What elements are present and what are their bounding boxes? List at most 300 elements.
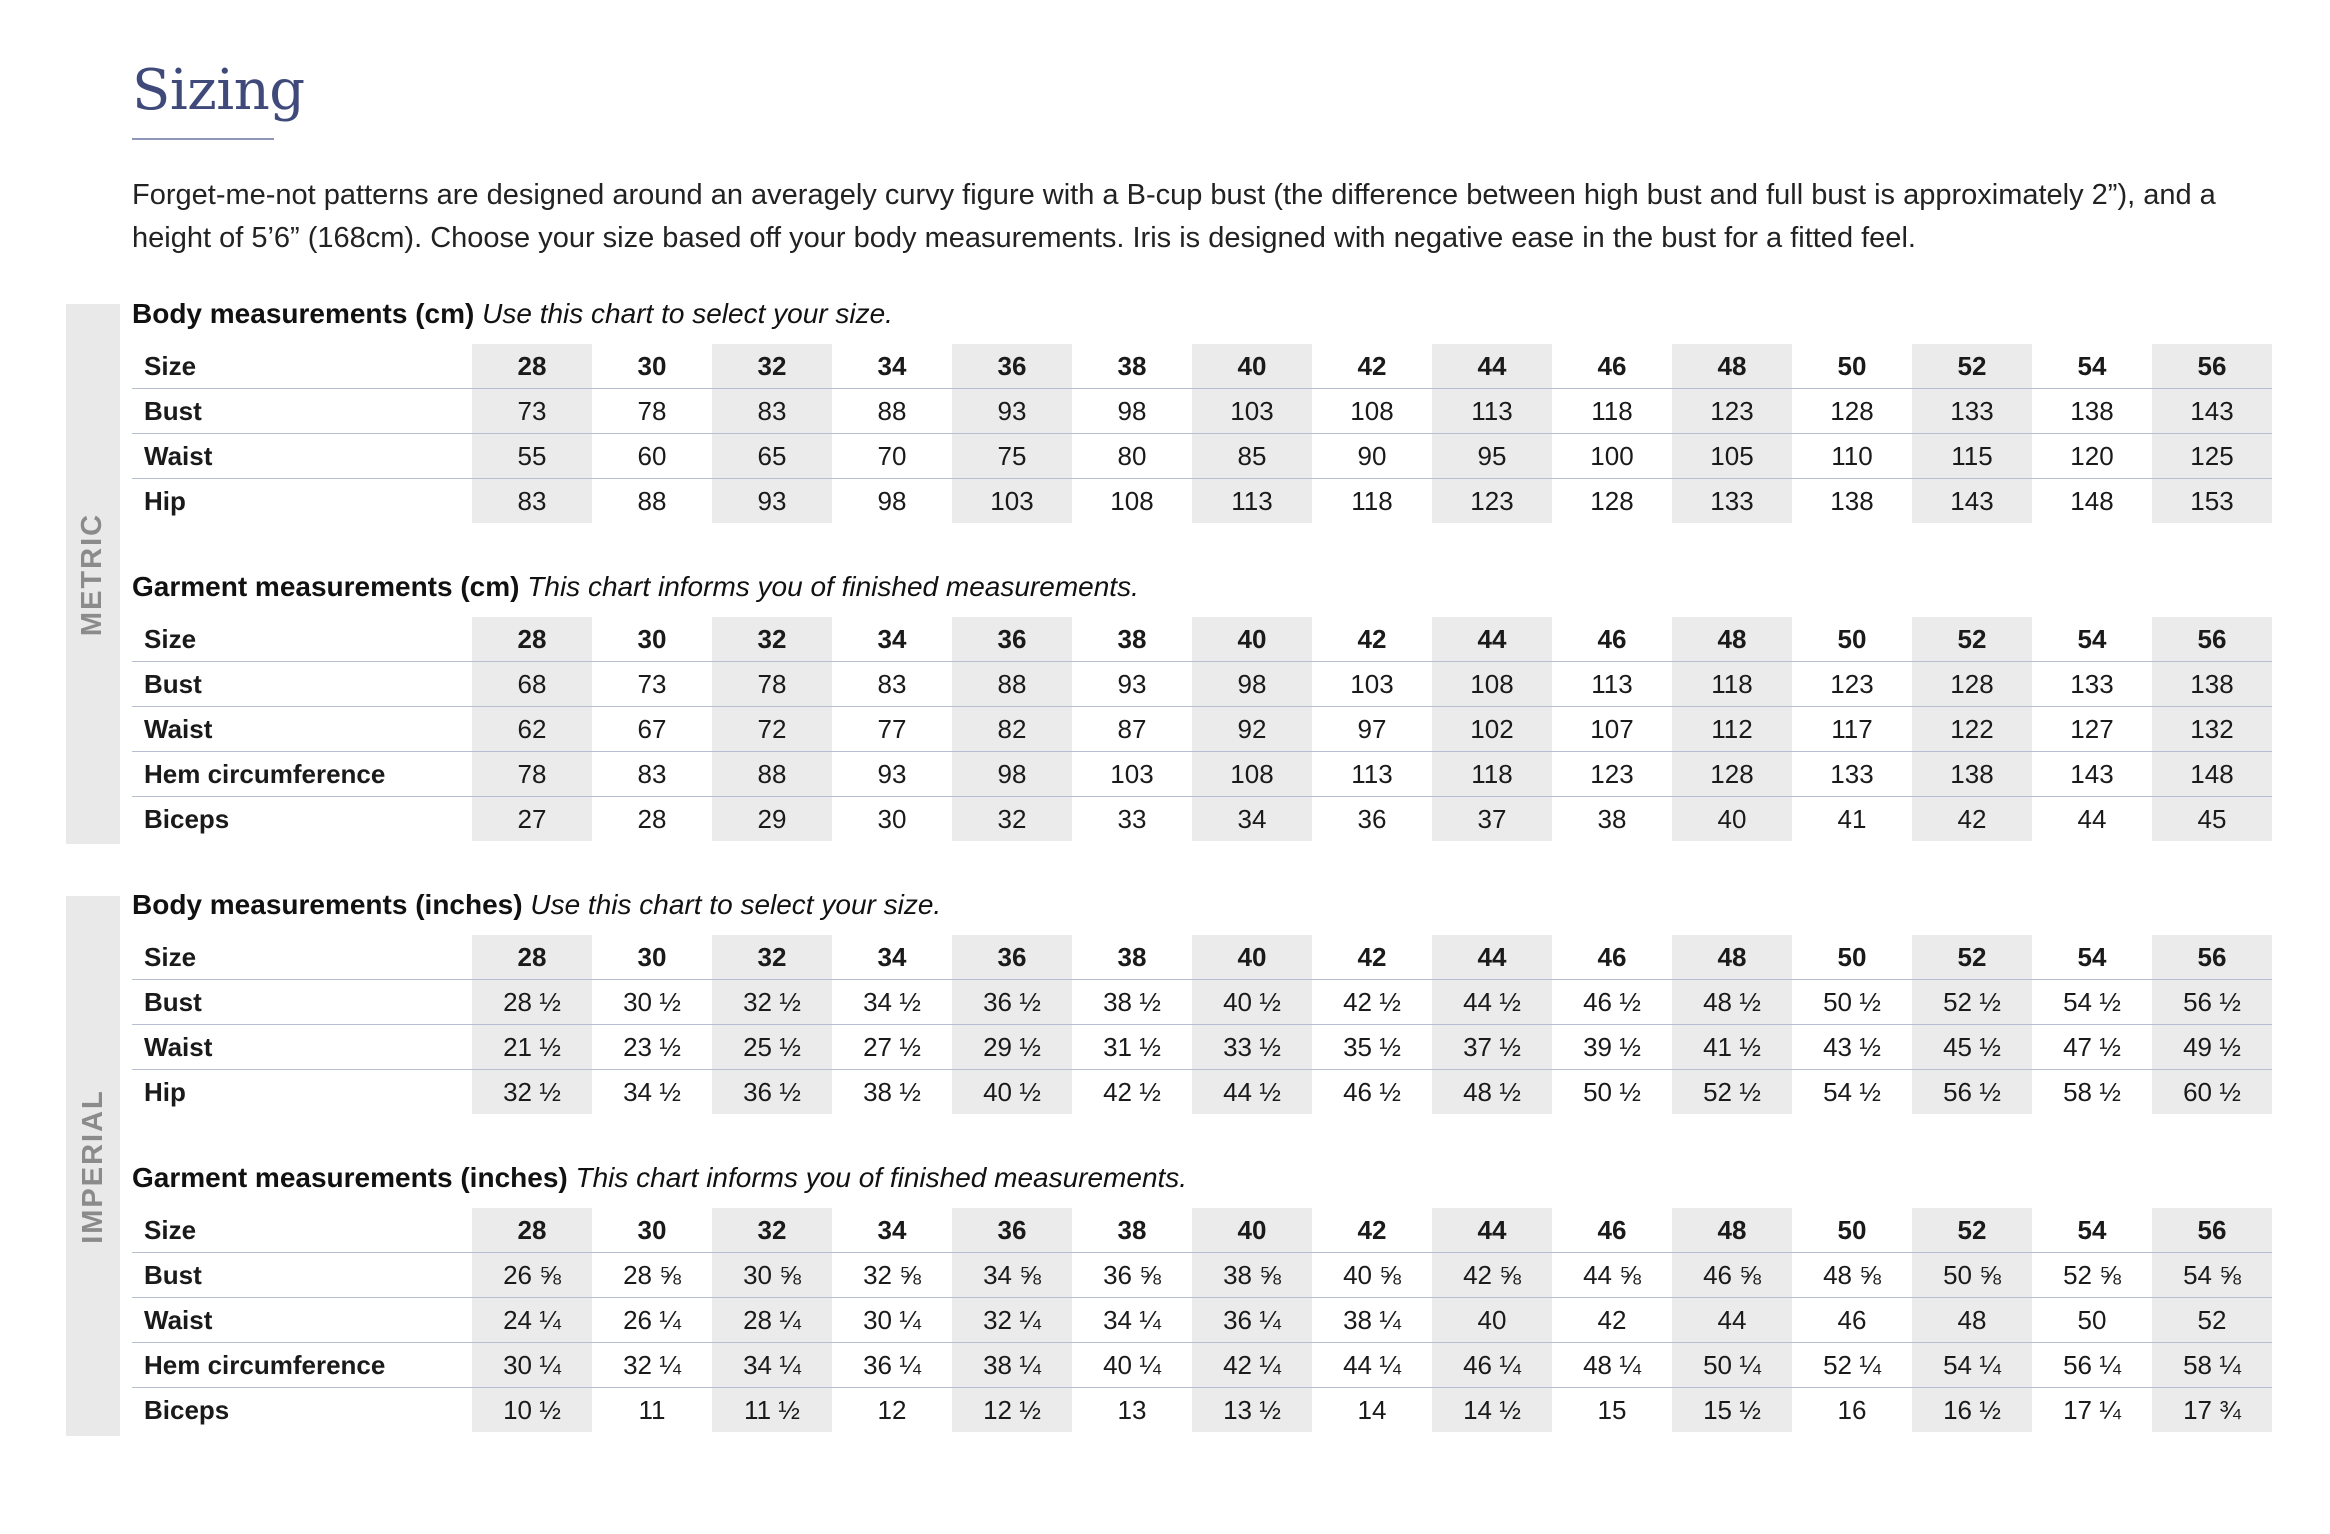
measurement-cell: 12 ½ — [952, 1388, 1072, 1433]
measurement-cell: 132 — [2152, 707, 2272, 752]
imperial-side-label: IMPERIAL — [76, 1088, 109, 1244]
measurement-cell: 38 — [1597, 803, 1627, 834]
size-cell: 48 — [1672, 344, 1792, 389]
size-cell: 50 — [1792, 1208, 1912, 1253]
measurement-cell: 52 ⅝ — [2032, 1253, 2152, 1298]
measurement-cell: 113 — [1192, 479, 1312, 524]
measurement-cell: 36 ½ — [712, 1070, 832, 1115]
measurement-cell: 143 — [2032, 752, 2152, 797]
measurement-cell: 49 ½ — [2152, 1025, 2272, 1070]
size-cell: 30 — [592, 935, 712, 980]
table-row — [132, 479, 2272, 524]
measurement-cell: 54 ½ — [1823, 1076, 1881, 1107]
measurement-cell: 34 ¼ — [712, 1343, 832, 1388]
section-heading — [132, 1160, 2272, 1208]
table-row — [132, 797, 2272, 842]
measurement-cell: 15 ½ — [1672, 1388, 1792, 1433]
measurement-cell: 28 ⅝ — [592, 1253, 712, 1298]
heading-bold: Garment measurements (cm) — [132, 571, 520, 602]
measurement-cell: 37 ½ — [1432, 1025, 1552, 1070]
measurement-cell: 32 ¼ — [952, 1298, 1072, 1343]
measurement-cell: 44 ¼ — [1312, 1343, 1432, 1388]
heading-bold: Body measurements (cm) — [132, 298, 475, 329]
measurement-cell: 113 — [1312, 752, 1432, 797]
size-cell: 38 — [1072, 1208, 1192, 1253]
measurement-cell: 92 — [1192, 707, 1312, 752]
measurement-cell: 28 ½ — [472, 980, 592, 1025]
measurement-cell: 103 — [1072, 752, 1192, 797]
size-cell: 52 — [1912, 935, 2032, 980]
measurement-cell: 95 — [1432, 434, 1552, 479]
measurement-cell: 47 ½ — [2032, 1025, 2152, 1070]
measurement-cell: 80 — [1072, 434, 1192, 479]
measurement-cell: 28 — [637, 803, 667, 834]
measurement-cell: 46 ⅝ — [1672, 1253, 1792, 1298]
size-cell: 30 — [592, 617, 712, 662]
measurement-cell: 38 ½ — [863, 1076, 921, 1107]
measurement-cell: 138 — [2032, 389, 2152, 434]
row-label: Bust — [132, 1253, 472, 1298]
measurement-cell: 54 ¼ — [1912, 1343, 2032, 1388]
measurement-cell: 122 — [1912, 707, 2032, 752]
row-label: Size — [132, 617, 472, 662]
measurement-cell: 123 — [1552, 752, 1672, 797]
table-row — [132, 980, 2272, 1025]
measurement-cell: 55 — [472, 434, 592, 479]
measurement-cell: 118 — [1552, 389, 1672, 434]
measurement-cell: 85 — [1192, 434, 1312, 479]
metric-side-band — [66, 304, 120, 844]
measurement-cell: 103 — [1192, 389, 1312, 434]
measurement-cell: 27 — [472, 797, 592, 842]
table-row — [132, 662, 2272, 707]
measurement-cell: 36 ½ — [952, 980, 1072, 1025]
measurement-cell: 78 — [592, 389, 712, 434]
measurement-cell: 42 ½ — [1312, 980, 1432, 1025]
size-cell: 28 — [472, 935, 592, 980]
measurement-cell: 103 — [952, 479, 1072, 524]
measurement-cell: 148 — [2070, 485, 2114, 516]
table-row — [132, 752, 2272, 797]
measurement-cell: 97 — [1312, 707, 1432, 752]
measurement-cell: 30 ½ — [592, 980, 712, 1025]
size-cell: 52 — [1912, 344, 2032, 389]
measurement-cell: 133 — [1672, 479, 1792, 524]
measurement-cell: 128 — [1672, 752, 1792, 797]
measurement-cell: 70 — [832, 434, 952, 479]
size-header-row — [132, 935, 2272, 980]
measurement-cell: 36 ¼ — [1192, 1298, 1312, 1343]
size-cell: 46 — [1552, 617, 1672, 662]
measurement-cell: 123 — [1792, 662, 1912, 707]
row-label: Hip — [144, 1076, 186, 1107]
measurement-cell: 143 — [2152, 389, 2272, 434]
measurement-cell: 32 ½ — [472, 1070, 592, 1115]
measurement-cell: 88 — [637, 485, 667, 516]
measurement-cell: 42 ⅝ — [1432, 1253, 1552, 1298]
measurement-cell: 33 ½ — [1192, 1025, 1312, 1070]
measurement-cell: 26 ¼ — [592, 1298, 712, 1343]
measurement-table — [132, 617, 2272, 841]
garment-measurements-cm — [132, 569, 2272, 841]
measurement-cell: 108 — [1192, 752, 1312, 797]
table-row — [132, 1343, 2272, 1388]
measurement-cell: 108 — [1432, 662, 1552, 707]
size-cell: 28 — [472, 617, 592, 662]
measurement-cell: 138 — [2152, 662, 2272, 707]
measurement-cell: 26 ⅝ — [472, 1253, 592, 1298]
measurement-cell: 44 — [2077, 803, 2107, 834]
measurement-cell: 30 ¼ — [472, 1343, 592, 1388]
measurement-cell: 40 — [1672, 797, 1792, 842]
measurement-cell: 125 — [2152, 434, 2272, 479]
measurement-cell: 153 — [2152, 479, 2272, 524]
measurement-cell: 46 ½ — [1343, 1076, 1401, 1107]
measurement-cell: 120 — [2032, 434, 2152, 479]
measurement-cell: 45 ½ — [1912, 1025, 2032, 1070]
measurement-cell: 78 — [472, 752, 592, 797]
size-cell: 38 — [1072, 935, 1192, 980]
measurement-cell: 98 — [1072, 389, 1192, 434]
measurement-cell: 118 — [1672, 662, 1792, 707]
measurement-cell: 93 — [832, 752, 952, 797]
measurement-cell: 87 — [1072, 707, 1192, 752]
size-cell: 32 — [712, 344, 832, 389]
measurement-cell: 113 — [1552, 662, 1672, 707]
measurement-cell: 40 ¼ — [1072, 1343, 1192, 1388]
size-cell: 36 — [952, 1208, 1072, 1253]
row-label: Hem circumference — [132, 1343, 472, 1388]
measurement-cell: 16 ½ — [1912, 1388, 2032, 1433]
size-cell: 44 — [1432, 617, 1552, 662]
measurement-cell: 56 ¼ — [2032, 1343, 2152, 1388]
row-label: Hip — [144, 485, 186, 516]
measurement-cell: 133 — [1912, 389, 2032, 434]
section-heading — [132, 296, 2272, 344]
measurement-cell: 14 ½ — [1432, 1388, 1552, 1433]
measurement-cell: 77 — [832, 707, 952, 752]
size-cell: 52 — [1912, 617, 2032, 662]
measurement-cell: 46 ¼ — [1432, 1343, 1552, 1388]
size-cell: 34 — [832, 1208, 952, 1253]
size-cell: 34 — [832, 617, 952, 662]
measurement-cell: 138 — [1912, 752, 2032, 797]
measurement-cell: 93 — [712, 479, 832, 524]
measurement-cell: 73 — [472, 389, 592, 434]
size-cell: 56 — [2152, 1208, 2272, 1253]
measurement-cell: 123 — [1432, 479, 1552, 524]
measurement-cell: 68 — [472, 662, 592, 707]
row-label: Bust — [132, 662, 472, 707]
measurement-cell: 40 — [1432, 1298, 1552, 1343]
measurement-cell: 83 — [712, 389, 832, 434]
size-cell: 42 — [1312, 935, 1432, 980]
measurement-cell: 50 ⅝ — [1912, 1253, 2032, 1298]
measurement-cell: 82 — [952, 707, 1072, 752]
measurement-cell: 36 ⅝ — [1072, 1253, 1192, 1298]
table-row — [132, 389, 2272, 434]
measurement-cell: 10 ½ — [472, 1388, 592, 1433]
page-title: Sizing — [132, 58, 305, 123]
measurement-cell: 138 — [1830, 485, 1874, 516]
measurement-cell: 108 — [1312, 389, 1432, 434]
row-label: Size — [132, 1208, 472, 1253]
measurement-cell: 39 ½ — [1552, 1025, 1672, 1070]
measurement-cell: 50 ½ — [1583, 1076, 1641, 1107]
measurement-cell: 38 ½ — [1072, 980, 1192, 1025]
measurement-cell: 117 — [1792, 707, 1912, 752]
measurement-cell: 93 — [1072, 662, 1192, 707]
measurement-cell: 75 — [952, 434, 1072, 479]
heading-bold: Body measurements (inches) — [132, 889, 523, 920]
measurement-cell: 128 — [1590, 485, 1634, 516]
size-cell: 48 — [1672, 1208, 1792, 1253]
measurement-cell: 48 — [1912, 1298, 2032, 1343]
measurement-cell: 32 ¼ — [592, 1343, 712, 1388]
row-label: Size — [132, 344, 472, 389]
measurement-cell: 30 ⅝ — [712, 1253, 832, 1298]
table-row — [132, 707, 2272, 752]
measurement-cell: 46 ½ — [1552, 980, 1672, 1025]
measurement-cell: 36 ¼ — [832, 1343, 952, 1388]
measurement-cell: 30 — [877, 803, 907, 834]
size-header-row — [132, 617, 2272, 662]
heading-italic: This chart informs you of finished measurements. — [575, 1162, 1188, 1193]
size-cell: 30 — [592, 1208, 712, 1253]
measurement-cell: 60 ½ — [2152, 1070, 2272, 1115]
measurement-cell: 13 ½ — [1192, 1388, 1312, 1433]
measurement-cell: 11 — [638, 1394, 666, 1425]
measurement-cell: 54 ⅝ — [2152, 1253, 2272, 1298]
size-cell: 32 — [712, 935, 832, 980]
measurement-cell: 16 — [1837, 1394, 1867, 1425]
measurement-cell: 52 ¼ — [1792, 1343, 1912, 1388]
measurement-cell: 78 — [712, 662, 832, 707]
size-cell: 46 — [1552, 935, 1672, 980]
measurement-cell: 108 — [1110, 485, 1154, 516]
size-cell: 28 — [472, 1208, 592, 1253]
title-underline — [132, 138, 274, 140]
measurement-cell: 98 — [877, 485, 907, 516]
size-cell: 46 — [1552, 1208, 1672, 1253]
metric-side-label: METRIC — [76, 512, 109, 636]
measurement-cell: 52 — [2152, 1298, 2272, 1343]
measurement-cell: 45 — [2152, 797, 2272, 842]
measurement-cell: 17 ¼ — [2063, 1394, 2121, 1425]
measurement-cell: 133 — [1792, 752, 1912, 797]
measurement-cell: 12 — [877, 1394, 907, 1425]
size-cell: 36 — [952, 617, 1072, 662]
table-row — [132, 1025, 2272, 1070]
measurement-cell: 40 ⅝ — [1312, 1253, 1432, 1298]
measurement-cell: 17 ¾ — [2152, 1388, 2272, 1433]
size-cell: 56 — [2152, 344, 2272, 389]
size-cell: 54 — [2032, 617, 2152, 662]
measurement-cell: 105 — [1672, 434, 1792, 479]
measurement-cell: 118 — [1351, 485, 1393, 516]
measurement-cell: 44 ½ — [1432, 980, 1552, 1025]
size-cell: 34 — [832, 935, 952, 980]
measurement-cell: 34 ½ — [623, 1076, 681, 1107]
row-label: Bust — [132, 980, 472, 1025]
measurement-cell: 98 — [952, 752, 1072, 797]
measurement-cell: 14 — [1357, 1394, 1387, 1425]
measurement-cell: 48 ⅝ — [1792, 1253, 1912, 1298]
section-heading — [132, 887, 2272, 935]
measurement-cell: 100 — [1552, 434, 1672, 479]
measurement-cell: 42 ¼ — [1192, 1343, 1312, 1388]
measurement-cell: 72 — [712, 707, 832, 752]
measurement-cell: 46 — [1792, 1298, 1912, 1343]
measurement-cell: 31 ½ — [1072, 1025, 1192, 1070]
size-cell: 36 — [952, 935, 1072, 980]
size-cell: 56 — [2152, 617, 2272, 662]
measurement-cell: 143 — [1912, 479, 2032, 524]
measurement-cell: 42 — [1912, 797, 2032, 842]
size-cell: 42 — [1312, 344, 1432, 389]
size-cell: 40 — [1192, 935, 1312, 980]
measurement-cell: 38 ¼ — [952, 1343, 1072, 1388]
measurement-cell: 88 — [712, 752, 832, 797]
measurement-cell: 67 — [592, 707, 712, 752]
measurement-cell: 118 — [1432, 752, 1552, 797]
size-cell: 56 — [2152, 935, 2272, 980]
measurement-cell: 27 ½ — [832, 1025, 952, 1070]
size-cell: 38 — [1072, 344, 1192, 389]
measurement-cell: 32 ½ — [712, 980, 832, 1025]
table-row — [132, 1388, 2272, 1433]
garment-measurements-inches — [132, 1160, 2272, 1432]
size-cell: 30 — [592, 344, 712, 389]
size-cell: 50 — [1792, 344, 1912, 389]
row-label: Hem circumference — [132, 752, 472, 797]
measurement-table — [132, 344, 2272, 523]
row-label: Waist — [132, 434, 472, 479]
imperial-side-band — [66, 896, 120, 1436]
measurement-cell: 13 — [1117, 1394, 1147, 1425]
measurement-cell: 44 ⅝ — [1552, 1253, 1672, 1298]
measurement-cell: 34 ¼ — [1072, 1298, 1192, 1343]
measurement-cell: 115 — [1912, 434, 2032, 479]
measurement-cell: 42 — [1552, 1298, 1672, 1343]
measurement-cell: 56 ½ — [2152, 980, 2272, 1025]
heading-bold: Garment measurements (inches) — [132, 1162, 568, 1193]
size-cell: 28 — [472, 344, 592, 389]
size-header-row — [132, 344, 2272, 389]
measurement-cell: 62 — [472, 707, 592, 752]
measurement-cell: 83 — [832, 662, 952, 707]
measurement-cell: 93 — [952, 389, 1072, 434]
measurement-cell: 54 ½ — [2032, 980, 2152, 1025]
measurement-cell: 113 — [1432, 389, 1552, 434]
measurement-cell: 43 ½ — [1792, 1025, 1912, 1070]
measurement-cell: 98 — [1192, 662, 1312, 707]
size-cell: 42 — [1312, 1208, 1432, 1253]
size-cell: 36 — [952, 344, 1072, 389]
measurement-cell: 34 ½ — [832, 980, 952, 1025]
size-cell: 50 — [1792, 935, 1912, 980]
size-cell: 40 — [1192, 617, 1312, 662]
measurement-cell: 90 — [1312, 434, 1432, 479]
measurement-cell: 58 ¼ — [2152, 1343, 2272, 1388]
measurement-cell: 24 ¼ — [472, 1298, 592, 1343]
measurement-cell: 30 ¼ — [832, 1298, 952, 1343]
measurement-cell: 11 ½ — [712, 1388, 832, 1433]
measurement-cell: 127 — [2032, 707, 2152, 752]
row-label: Size — [132, 935, 472, 980]
size-cell: 54 — [2032, 1208, 2152, 1253]
measurement-cell: 73 — [592, 662, 712, 707]
measurement-cell: 32 ⅝ — [832, 1253, 952, 1298]
section-heading — [132, 569, 2272, 617]
measurement-cell: 65 — [712, 434, 832, 479]
measurement-cell: 128 — [1912, 662, 2032, 707]
size-cell: 52 — [1912, 1208, 2032, 1253]
measurement-cell: 21 ½ — [472, 1025, 592, 1070]
measurement-cell: 148 — [2152, 752, 2272, 797]
table-row — [132, 434, 2272, 479]
measurement-cell: 25 ½ — [712, 1025, 832, 1070]
heading-italic: Use this chart to select your size. — [530, 889, 942, 920]
measurement-cell: 83 — [592, 752, 712, 797]
measurement-cell: 36 — [1357, 803, 1387, 834]
measurement-cell: 41 — [1837, 803, 1867, 834]
body-measurements-cm — [132, 296, 2272, 523]
measurement-cell: 50 — [2032, 1298, 2152, 1343]
measurement-cell: 29 — [712, 797, 832, 842]
size-header-row — [132, 1208, 2272, 1253]
measurement-cell: 33 — [1117, 803, 1147, 834]
size-cell: 40 — [1192, 1208, 1312, 1253]
measurement-cell: 56 ½ — [1912, 1070, 2032, 1115]
measurement-cell: 38 ¼ — [1312, 1298, 1432, 1343]
table-row — [132, 1070, 2272, 1115]
measurement-cell: 133 — [2032, 662, 2152, 707]
measurement-cell: 32 — [952, 797, 1072, 842]
measurement-table — [132, 935, 2272, 1114]
size-cell: 44 — [1432, 344, 1552, 389]
size-cell: 44 — [1432, 1208, 1552, 1253]
measurement-cell: 34 ⅝ — [952, 1253, 1072, 1298]
row-label: Biceps — [144, 1394, 230, 1425]
measurement-cell: 50 ¼ — [1672, 1343, 1792, 1388]
intro-paragraph: Forget-me-not patterns are designed around an averagely curvy figure with a B-cup bust (the difference between high bust and full bust is approximately 2”), and a height of 5’6” (168cm). Choose your size based off your body measurements. Iris is designed with negative ease in the bust for a fitted feel. — [132, 179, 2216, 254]
measurement-cell: 52 ½ — [1912, 980, 2032, 1025]
size-cell: 32 — [712, 1208, 832, 1253]
size-cell: 34 — [832, 344, 952, 389]
table-row — [132, 1298, 2272, 1343]
measurement-cell: 103 — [1312, 662, 1432, 707]
measurement-cell: 44 — [1672, 1298, 1792, 1343]
measurement-cell: 128 — [1792, 389, 1912, 434]
measurement-cell: 123 — [1672, 389, 1792, 434]
row-label: Biceps — [144, 803, 230, 834]
size-cell: 50 — [1792, 617, 1912, 662]
measurement-cell: 37 — [1432, 797, 1552, 842]
size-cell: 38 — [1072, 617, 1192, 662]
measurement-cell: 35 ½ — [1312, 1025, 1432, 1070]
measurement-cell: 28 ¼ — [712, 1298, 832, 1343]
measurement-cell: 112 — [1672, 707, 1792, 752]
measurement-cell: 107 — [1552, 707, 1672, 752]
measurement-cell: 110 — [1792, 434, 1912, 479]
body-measurements-inches — [132, 887, 2272, 1114]
heading-italic: This chart informs you of finished measurements. — [527, 571, 1139, 602]
measurement-cell: 48 ¼ — [1552, 1343, 1672, 1388]
row-label: Bust — [132, 389, 472, 434]
heading-italic: Use this chart to select your size. — [482, 298, 893, 329]
measurement-cell: 48 ½ — [1672, 980, 1792, 1025]
